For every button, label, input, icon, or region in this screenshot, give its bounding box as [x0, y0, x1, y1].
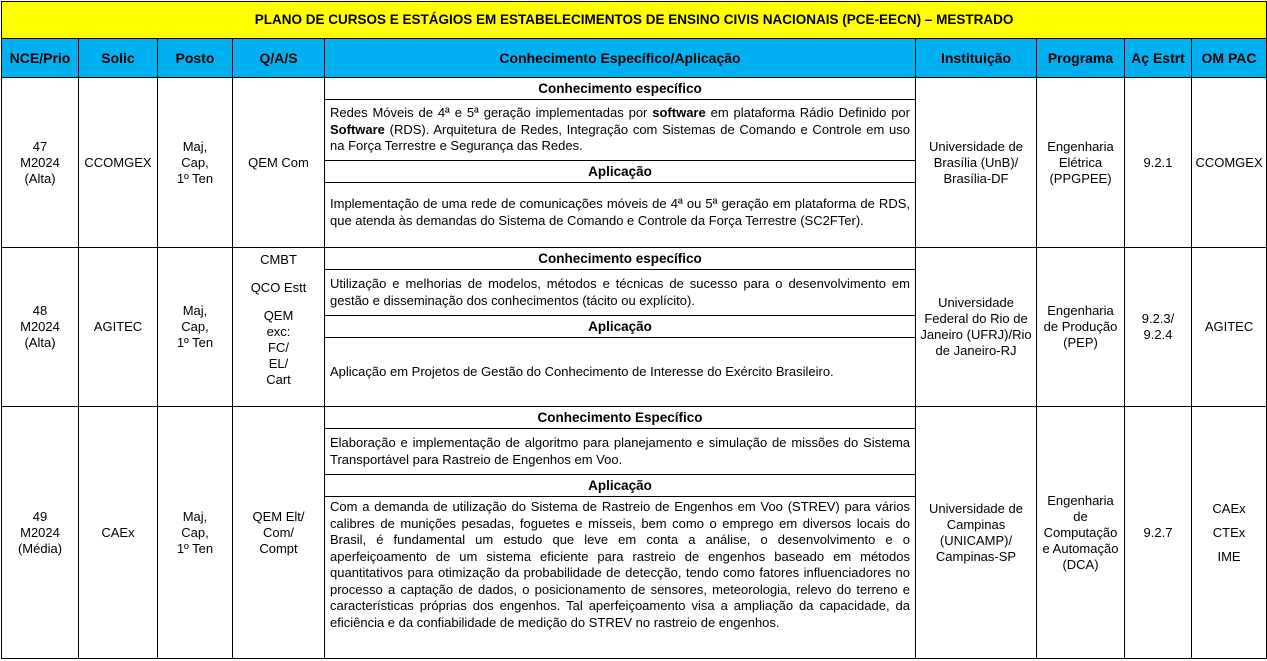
header-qas: Q/A/S — [233, 39, 325, 78]
om-pac-cell: CAEx CTEx IME — [1192, 407, 1267, 659]
posto-cell: Maj, Cap, 1º Ten — [158, 248, 233, 407]
solic-cell: CCOMGEX — [79, 78, 158, 248]
conhecimento-cell — [325, 407, 916, 659]
instituicao-cell: Universidade Federal do Rio de Janeiro (UFRJ)/Rio de Janeiro-RJ — [916, 248, 1037, 407]
programa-cell: Engenharia de Produção (PEP) — [1037, 248, 1125, 407]
posto-cell: Maj, Cap, 1º Ten — [158, 407, 233, 659]
solic-cell: AGITEC — [79, 248, 158, 407]
header-posto: Posto — [158, 39, 233, 78]
qas-cell: QEM Elt/ Com/ Compt — [233, 407, 325, 659]
nce-cell: 49 M2024 (Média) — [2, 407, 79, 659]
om-pac-cell: CCOMGEX — [1192, 78, 1267, 248]
ce-text: Utilização e melhorias de modelos, métodos e técnicas de sucesso para o desenvolvimento em gestão e disseminação dos conhecimentos (tácito ou explícito). — [325, 270, 915, 316]
conhecimento-cell — [325, 78, 916, 248]
ce-title: Conhecimento específico — [325, 78, 915, 100]
ap-title: Aplicação — [325, 475, 915, 497]
ac-estrt-cell: 9.2.3/ 9.2.4 — [1125, 248, 1192, 407]
header-instituicao: Instituição — [916, 39, 1037, 78]
nce-cell: 48 M2024 (Alta) — [2, 248, 79, 407]
header-nce: NCE/Prio — [2, 39, 79, 78]
ac-estrt-cell: 9.2.1 — [1125, 78, 1192, 248]
instituicao-cell: Universidade de Brasília (UnB)/ Brasília-DF — [916, 78, 1037, 248]
ce-text: Elaboração e implementação de algoritmo para planejamento e simulação de missões do Sistema Transportável para Rastreio de Engenhos em Voo. — [325, 429, 915, 475]
nce-cell: 47 M2024 (Alta) — [2, 78, 79, 248]
header-programa: Programa — [1037, 39, 1125, 78]
ap-title: Aplicação — [325, 161, 915, 183]
ce-title: Conhecimento Específico — [325, 407, 915, 429]
qas-cell: CMBT QCO Estt QEM exc: FC/ EL/ Cart — [233, 248, 325, 407]
ce-text: Redes Móveis de 4ª e 5ª geração implementadas por software em plataforma Rádio Definido por Software (RDS). Arquitetura de Redes, Integração com Sistemas de Comando e Controle em uso na Força Terrestre e Segurança das Redes. — [325, 100, 915, 161]
ap-text: Implementação de uma rede de comunicações móveis de 4ª ou 5ª geração em plataforma de RDS, que atenda às demandas do Sistema de Comando e Controle da Força Terrestre (SC2FTer). — [330, 196, 910, 228]
instituicao-cell: Universidade de Campinas (UNICAMP)/ Campinas-SP — [916, 407, 1037, 659]
om-pac-cell: AGITEC — [1192, 248, 1267, 407]
conhecimento-cell — [325, 248, 916, 407]
table-title: PLANO DE CURSOS E ESTÁGIOS EM ESTABELECIMENTOS DE ENSINO CIVIS NACIONAIS (PCE-EECN) – MESTRADO — [2, 2, 1267, 39]
table-row — [2, 78, 1267, 248]
programa-cell: Engenharia de Computação e Automação (DCA) — [1037, 407, 1125, 659]
header-ac-estrt: Aç Estrt — [1125, 39, 1192, 78]
header-conhecimento: Conhecimento Específico/Aplicação — [325, 39, 916, 78]
table-row — [2, 407, 1267, 659]
ac-estrt-cell: 9.2.7 — [1125, 407, 1192, 659]
ap-title: Aplicação — [325, 316, 915, 338]
table-row — [2, 248, 1267, 407]
ce-title: Conhecimento específico — [325, 248, 915, 270]
qas-cell: QEM Com — [233, 78, 325, 248]
solic-cell: CAEx — [79, 407, 158, 659]
header-row — [2, 39, 1267, 78]
header-solic: Solic — [79, 39, 158, 78]
courses-table — [1, 1, 1267, 659]
programa-cell: Engenharia Elétrica (PPGPEE) — [1037, 78, 1125, 248]
ap-text: Com a demanda de utilização do Sistema de Rastreio de Engenhos em Voo (STREV) para vários calibres de munições pesadas, foguetes e mísseis, bem como o emprego em diversos locais do Brasil, é fundamental um estudo que leve em conta a análise, o desenvolvimento e o aperfeiçoamento de um sistema eficiente para rastreio de engenhos baseado em métodos quantitativos para otimização da probabilidade de detecção, tendo como fatores influenciadores no processo a captação de dados, o posicionamento de sensores, meteorologia, relevo do terreno e características próprias dos engenhos. Tal aperfeiçoamento visa a ampliação da capacidade, da eficiência e da confiabilidade de medição do STREV no rastreio de engenhos. — [330, 499, 910, 630]
header-om-pac: OM PAC — [1192, 39, 1267, 78]
ap-text: Aplicação em Projetos de Gestão do Conhecimento de Interesse do Exército Brasileiro. — [330, 363, 834, 379]
posto-cell: Maj, Cap, 1º Ten — [158, 78, 233, 248]
